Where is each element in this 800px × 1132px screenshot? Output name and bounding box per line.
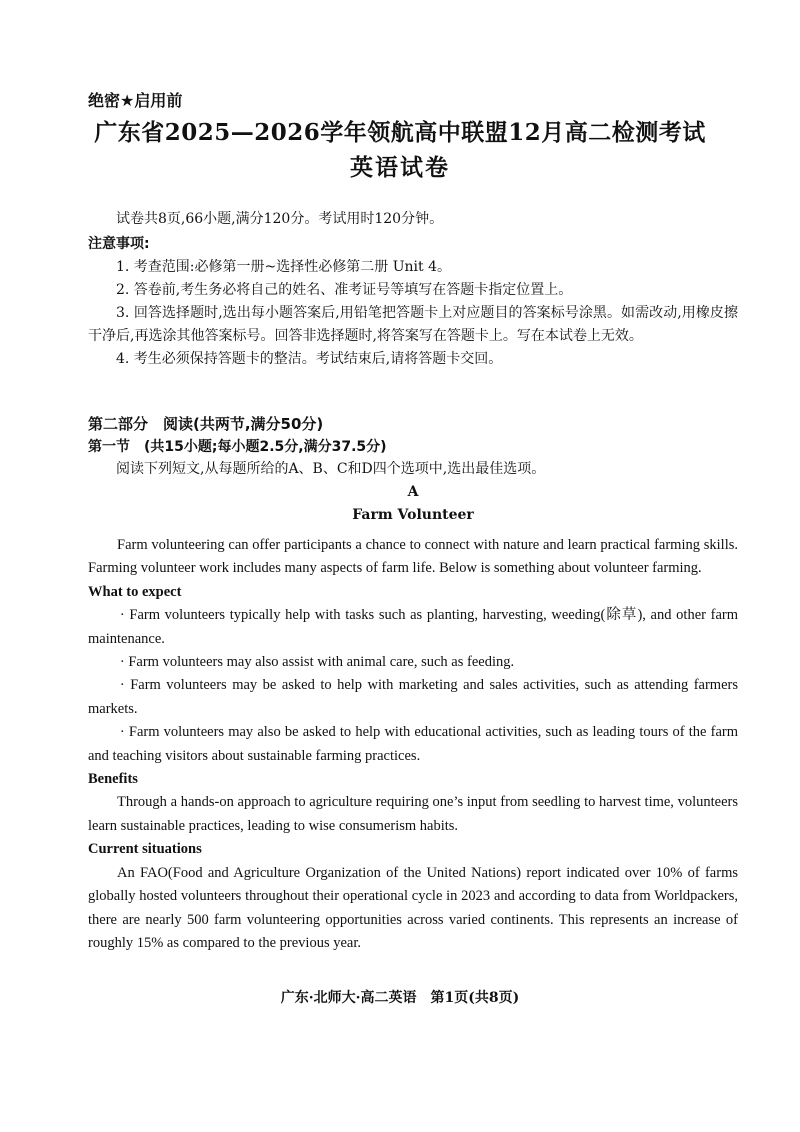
benefits-text: Through a hands-on approach to agriculture requiring one’s input from seedling to harvest time, volunteers learn sustainable practices, leading to wise consumerism habits. (88, 794, 738, 834)
note-item-3: 3. 回答选择题时,选出每小题答案后,用铅笔把答题卡上对应题目的答案标号涂黑。如需改动,用橡皮擦干净后,再选涂其他答案标号。回答非选择题时,将答案写在答题卡上。写在本试卷上无效。 (88, 305, 738, 344)
bullet-item-1: · Farm volunteers typically help with tasks such as planting, harvesting, weeding(除草), and other farm maintenance. (88, 607, 738, 647)
passage-body (88, 534, 738, 955)
situations-heading: Current situations (88, 841, 202, 858)
exam-title: 广东省2025—2026学年领航高中联盟12月高二检测考试 (94, 119, 706, 146)
note-item-2: 2. 答卷前,考生务必将自己的姓名、准考证号等填写在答题卡指定位置上。 (116, 282, 573, 298)
bullet-item-2: · Farm volunteers may also assist with animal care, such as feeding. (119, 654, 515, 671)
confidential-label: 绝密★启用前 (88, 91, 183, 110)
passage-intro: Farm volunteering can offer participants a chance to connect with nature and learn practical farming skills. Farming volunteer work includes many aspects of farm life. Below is something about volunteer farming. (88, 537, 738, 577)
exam-summary: 试卷共8页,66小题,满分120分。考试用时120分钟。 (116, 211, 444, 227)
note-item-1: 1. 考查范围:必修第一册~选择性必修第二册 Unit 4。 (116, 259, 451, 275)
bullet-item-3: · Farm volunteers may be asked to help with marketing and sales activities, such as attending farmers markets. (88, 677, 738, 717)
instructions-block (88, 208, 738, 371)
benefits-heading: Benefits (88, 771, 138, 788)
note-item-4: 4. 考生必须保持答题卡的整洁。考试结束后,请将答题卡交回。 (116, 351, 503, 367)
part2-title: 第二部分 阅读(共两节,满分50分) (88, 415, 324, 433)
bullet-item-4: · Farm volunteers may also be asked to help with educational activities, such as leading tours of the farm and teaching visitors about sustainable farming practices. (88, 724, 738, 764)
passage-letter: A (407, 484, 419, 500)
notes-heading: 注意事项: (88, 236, 150, 252)
section1-title: 第一节 (共15小题;每小题2.5分,满分37.5分) (88, 439, 387, 455)
part2-header (88, 412, 738, 527)
situations-text: An FAO(Food and Agriculture Organization of the United Nations) report indicated over 10% of farms globally hosted volunteers throughout their operational cycle in 2023 and according to data from Worldpackers, there are nearly 500 farm volunteering opportunities across varied continents. This represents an increase of roughly 15% as compared to the previous year. (88, 864, 738, 951)
reading-directions: 阅读下列短文,从每题所给的A、B、C和D四个选项中,选出最佳选项。 (116, 461, 546, 477)
passage-title: Farm Volunteer (352, 507, 474, 523)
expect-heading: What to expect (88, 583, 182, 600)
exam-subtitle: 英语试卷 (350, 154, 450, 181)
page-footer: 广东·北师大·高二英语 第1页(共8页) (280, 990, 520, 1006)
